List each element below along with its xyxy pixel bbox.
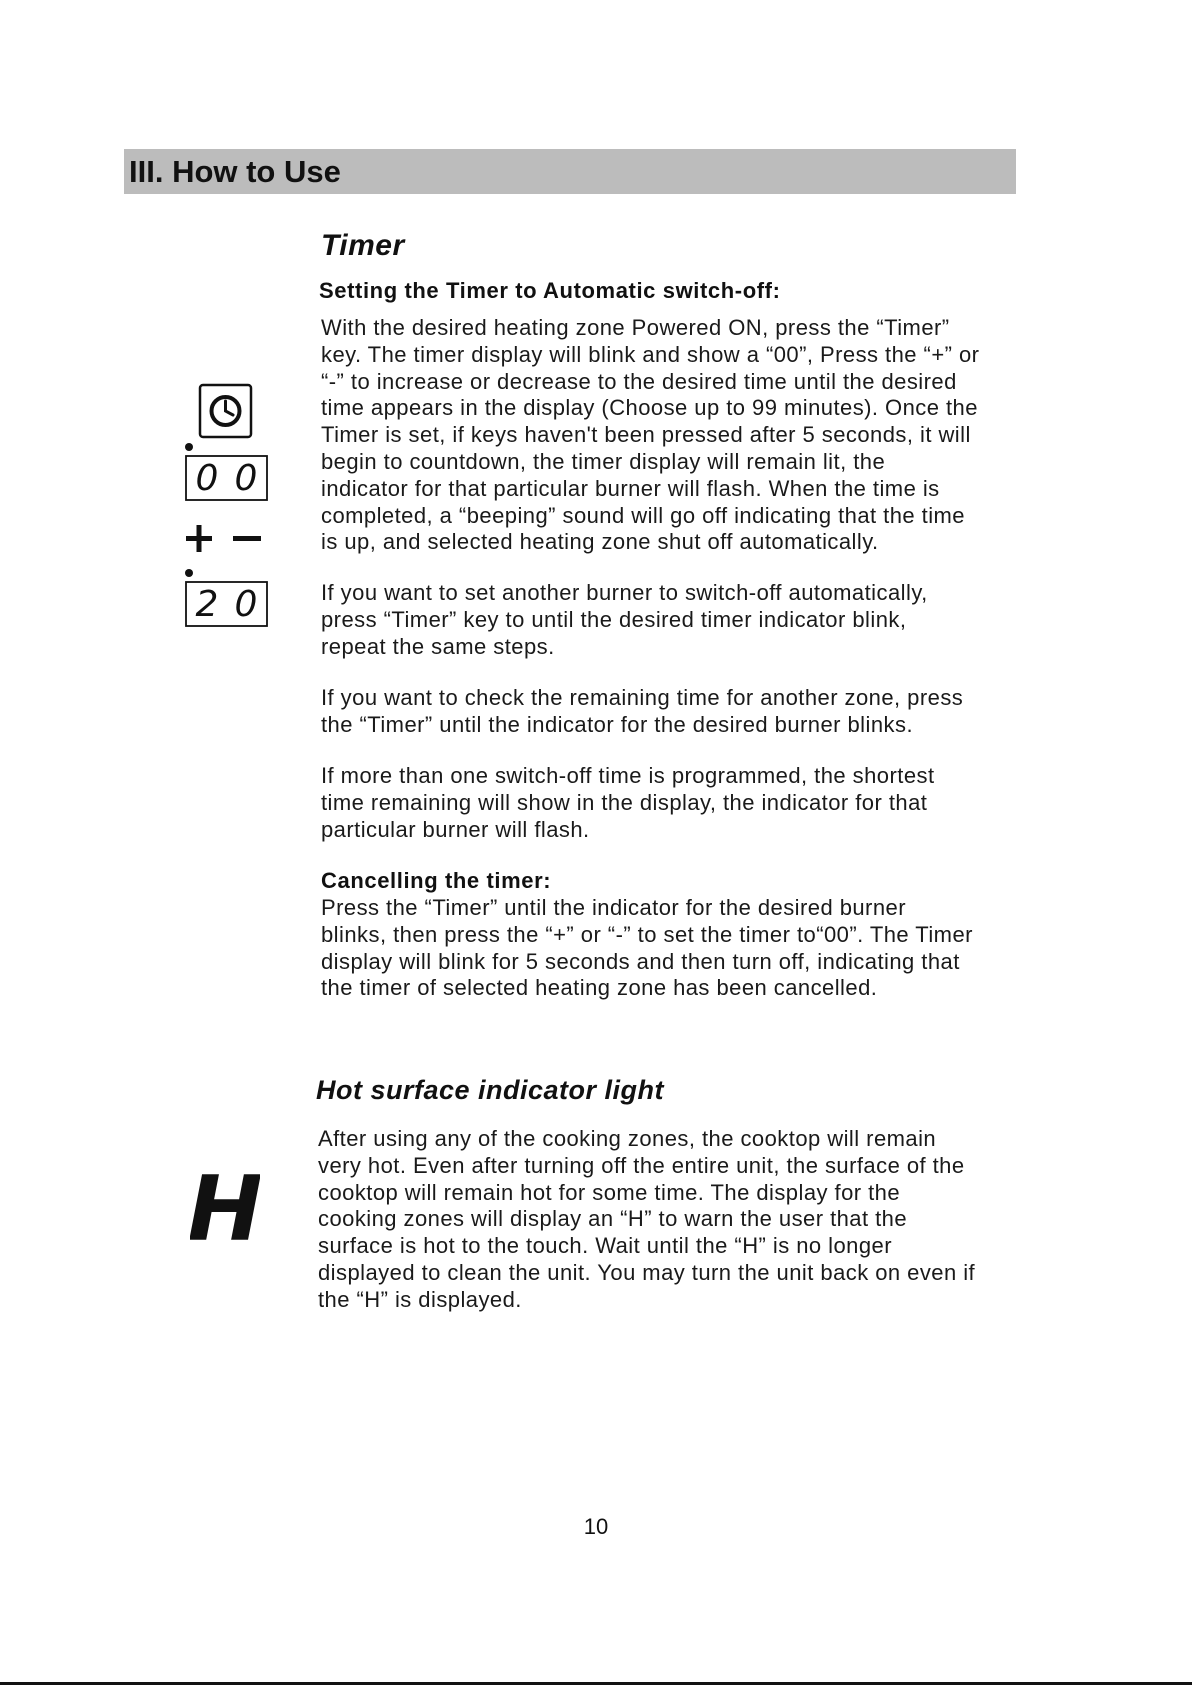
clock-icon [212, 397, 240, 425]
text-line: the timer of selected heating zone has been cancelled. [321, 975, 878, 1001]
text-line: the “H” is displayed. [318, 1286, 522, 1312]
display-digit: 0 [234, 458, 258, 499]
text-line: “-” to increase or decrease to the desired time until the desired [321, 368, 957, 394]
indicator-dot [185, 569, 193, 577]
text-line: cooking zones will display an “H” to warn the user that the [318, 1206, 908, 1232]
text-line: begin to countdown, the timer display will remain lit, the [321, 448, 886, 474]
minus-icon[interactable] [233, 536, 261, 541]
cancel-timer-heading: Cancelling the timer: [321, 868, 552, 893]
hot-surface-figure [190, 1160, 260, 1250]
text-line: time appears in the display (Choose up to 99 minutes). Once the [321, 395, 978, 421]
timer-paragraph-2 [321, 580, 928, 660]
indicator-dot [185, 443, 193, 451]
text-line: time remaining will show in the display, the indicator for that [321, 789, 928, 815]
hot-surface-symbol: H [190, 1160, 260, 1250]
text-line: blinks, then press the “+” or “-” to set the timer to“00”. The Timer [321, 921, 973, 947]
text-line: displayed to clean the unit. You may turn the unit back on even if [318, 1259, 976, 1285]
text-line: very hot. Even after turning off the entire unit, the surface of the [318, 1152, 965, 1178]
timer-controls-figure [180, 378, 280, 638]
timer-paragraph-4 [321, 763, 935, 843]
text-line: the “Timer” until the indicator for the desired burner blinks. [321, 711, 914, 737]
hot-surface-paragraph [318, 1126, 975, 1314]
cancel-timer-paragraph [321, 895, 973, 1002]
hot-surface-heading: Hot surface indicator light [316, 1075, 665, 1105]
timer-key[interactable] [200, 385, 251, 437]
display-digit: 0 [195, 458, 219, 499]
text-line: If more than one switch-off time is programmed, the shortest [321, 763, 935, 788]
text-line: indicator for that particular burner will flash. When the time is [321, 475, 940, 501]
page-number: 10 [583, 1514, 609, 1539]
timer-display-20 [186, 582, 267, 626]
setting-timer-heading: Setting the Timer to Automatic switch-off: [319, 278, 781, 303]
text-line: repeat the same steps. [321, 633, 555, 659]
timer-display-00 [186, 456, 267, 500]
text-line: If you want to check the remaining time for another zone, press [321, 685, 964, 710]
text-line: Timer is set, if keys haven't been pressed after 5 seconds, it will [321, 422, 971, 448]
text-line: particular burner will flash. [321, 816, 590, 842]
plus-icon[interactable] [186, 525, 212, 552]
timer-paragraph-3 [321, 685, 963, 739]
text-line: With the desired heating zone Powered ON, press the “Timer” [321, 315, 950, 340]
timer-heading: Timer [321, 229, 405, 262]
text-line: is up, and selected heating zone shut off automatically. [321, 529, 879, 555]
text-line: completed, a “beeping” sound will go off indicating that the time [321, 502, 965, 528]
section-title: III. How to Use [124, 149, 1016, 194]
display-digit: 0 [234, 584, 258, 625]
timer-paragraph-1 [321, 315, 979, 556]
text-line: press “Timer” key to until the desired timer indicator blink, [321, 606, 907, 632]
text-line: If you want to set another burner to switch-off automatically, [321, 580, 928, 605]
display-digit: 2 [195, 584, 219, 625]
text-line: cooktop will remain hot for some time. The display for the [318, 1179, 901, 1205]
text-line: Press the “Timer” until the indicator for the desired burner [321, 895, 906, 920]
text-line: After using any of the cooking zones, the cooktop will remain [318, 1126, 937, 1151]
text-line: display will blink for 5 seconds and then turn off, indicating that [321, 948, 960, 974]
text-line: surface is hot to the touch. Wait until the “H” is no longer [318, 1233, 893, 1259]
text-line: key. The timer display will blink and show a “00”, Press the “+” or [321, 341, 980, 367]
